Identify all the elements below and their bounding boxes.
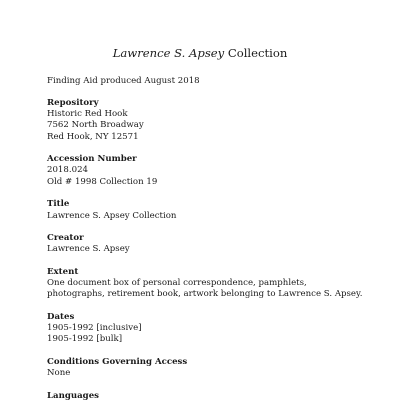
extent-description: One document box of personal correspondence, pamphlets, photographs, retirement book, artwork belonging to Lawrence S. Apsey. [47, 278, 363, 300]
section-extent [47, 267, 367, 301]
section-repository [47, 98, 367, 143]
repository-line: 7562 North Broadway [47, 120, 144, 131]
section-creator [47, 233, 367, 256]
section-conditions-access [47, 357, 367, 380]
document-title [0, 46, 400, 60]
section-heading: Accession Number [47, 154, 137, 165]
repository-line: Red Hook, NY 12571 [47, 131, 139, 142]
section-heading: Languages [47, 390, 99, 400]
document-title-name: Lawrence S. Apsey [112, 46, 225, 60]
repository-line: Historic Red Hook [47, 109, 128, 120]
section-heading: Dates [47, 311, 75, 322]
section-languages [47, 391, 367, 400]
produced-date: Finding Aid produced August 2018 [47, 76, 200, 86]
creator-line: Lawrence S. Apsey [47, 244, 130, 255]
section-heading: Title [47, 199, 70, 210]
section-heading: Conditions Governing Access [47, 356, 188, 367]
access-line: None [47, 368, 71, 379]
section-title [47, 199, 367, 222]
section-accession-number [47, 154, 367, 188]
section-heading: Extent [47, 266, 79, 277]
section-heading: Creator [47, 233, 84, 244]
accession-line: 2018.024 [47, 165, 89, 176]
dates-line: 1905-1992 [inclusive] [47, 323, 142, 334]
section-dates [47, 312, 367, 346]
accession-line: Old # 1998 Collection 19 [47, 176, 158, 187]
dates-line: 1905-1992 [bulk] [47, 334, 123, 345]
document-body [47, 76, 367, 400]
title-line: Lawrence S. Apsey Collection [47, 210, 177, 221]
section-heading: Repository [47, 97, 99, 108]
document-title-suffix: Collection [224, 46, 288, 60]
